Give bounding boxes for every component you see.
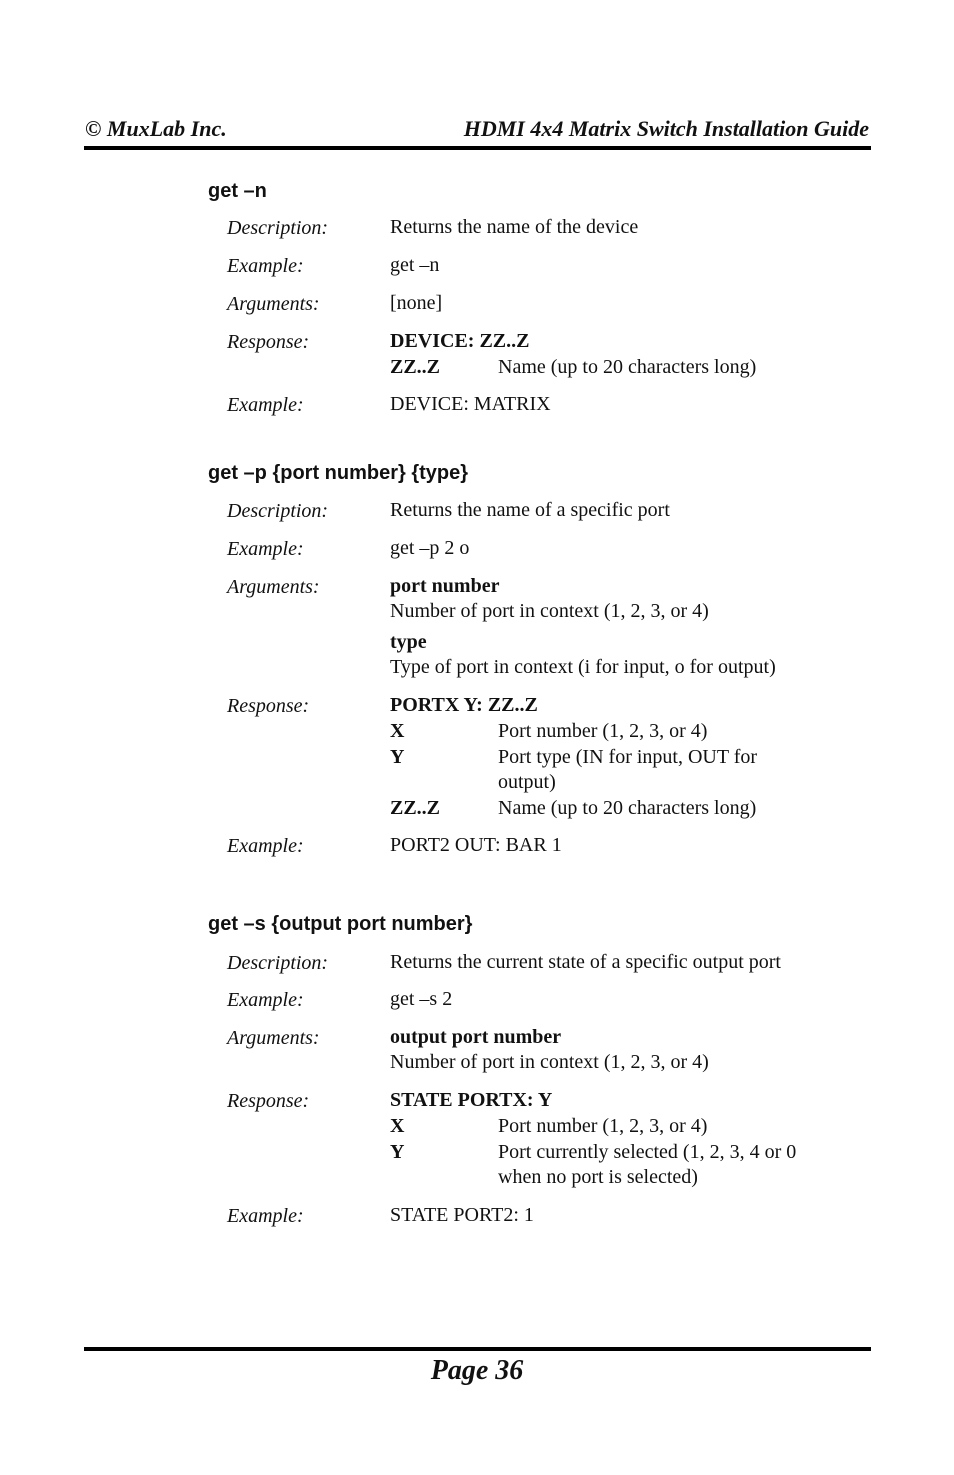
response-key: Y [390, 1141, 405, 1163]
header-company: © MuxLab Inc. [85, 116, 227, 141]
header-guide-title: HDMI 4x4 Matrix Switch Installation Guide [463, 116, 869, 141]
description-text: Returns the current state of a specific output port [390, 951, 781, 973]
response-key-desc: Port currently selected (1, 2, 3, 4 or 0 when no port is selected) [498, 1141, 797, 1188]
response-key: X [390, 720, 405, 742]
description-text: Returns the name of a specific port [390, 499, 670, 521]
arguments-text: [none] [390, 292, 443, 314]
example-label: Example: [227, 989, 304, 1011]
argument-name: type [390, 631, 427, 653]
example-text: get –n [390, 254, 440, 276]
response-label: Response: [227, 695, 310, 717]
response-example-label: Example: [227, 1205, 304, 1227]
page-number: Page 36 [430, 1355, 524, 1386]
page-header [85, 116, 869, 146]
arguments-label: Arguments: [227, 293, 320, 315]
response-format: PORTX Y: ZZ..Z [390, 694, 538, 716]
response-key-desc: Port type (IN for input, OUT for output) [498, 746, 758, 793]
example-text: get –s 2 [390, 988, 453, 1010]
response-key-desc: Port number (1, 2, 3, or 4) [498, 720, 708, 742]
arguments-label: Arguments: [227, 1027, 320, 1049]
response-example-text: DEVICE: MATRIX [390, 393, 551, 415]
footer-rule [84, 1347, 871, 1351]
argument-name: output port number [390, 1026, 562, 1048]
response-label: Response: [227, 331, 310, 353]
argument-desc: Type of port in context (i for input, o for output) [390, 656, 776, 678]
header-rule [84, 146, 871, 150]
response-key: Y [390, 746, 405, 768]
response-key: X [390, 1115, 405, 1137]
response-label: Response: [227, 1090, 310, 1112]
response-format: STATE PORTX: Y [390, 1089, 553, 1111]
response-key-desc: Name (up to 20 characters long) [498, 797, 757, 819]
response-example-text: STATE PORT2: 1 [390, 1204, 534, 1226]
command-heading: get –s {output port number} [208, 913, 473, 935]
argument-desc: Number of port in context (1, 2, 3, or 4) [390, 600, 709, 622]
response-example-text: PORT2 OUT: BAR 1 [390, 834, 562, 856]
example-label: Example: [227, 538, 304, 560]
response-format: DEVICE: ZZ..Z [390, 330, 530, 352]
description-text: Returns the name of the device [390, 216, 639, 238]
response-key-desc: Port number (1, 2, 3, or 4) [498, 1115, 708, 1137]
argument-desc: Number of port in context (1, 2, 3, or 4) [390, 1051, 709, 1073]
response-key: ZZ..Z [390, 356, 441, 378]
example-text: get –p 2 o [390, 537, 470, 559]
description-label: Description: [227, 217, 329, 239]
command-heading: get –p {port number} {type} [208, 462, 469, 484]
arguments-label: Arguments: [227, 576, 320, 598]
description-label: Description: [227, 952, 329, 974]
command-heading: get –n [208, 180, 267, 202]
response-key-desc: Name (up to 20 characters long) [498, 356, 757, 378]
argument-name: port number [390, 575, 500, 597]
example-label: Example: [227, 255, 304, 277]
response-key: ZZ..Z [390, 797, 441, 819]
response-example-label: Example: [227, 394, 304, 416]
response-example-label: Example: [227, 835, 304, 857]
description-label: Description: [227, 500, 329, 522]
